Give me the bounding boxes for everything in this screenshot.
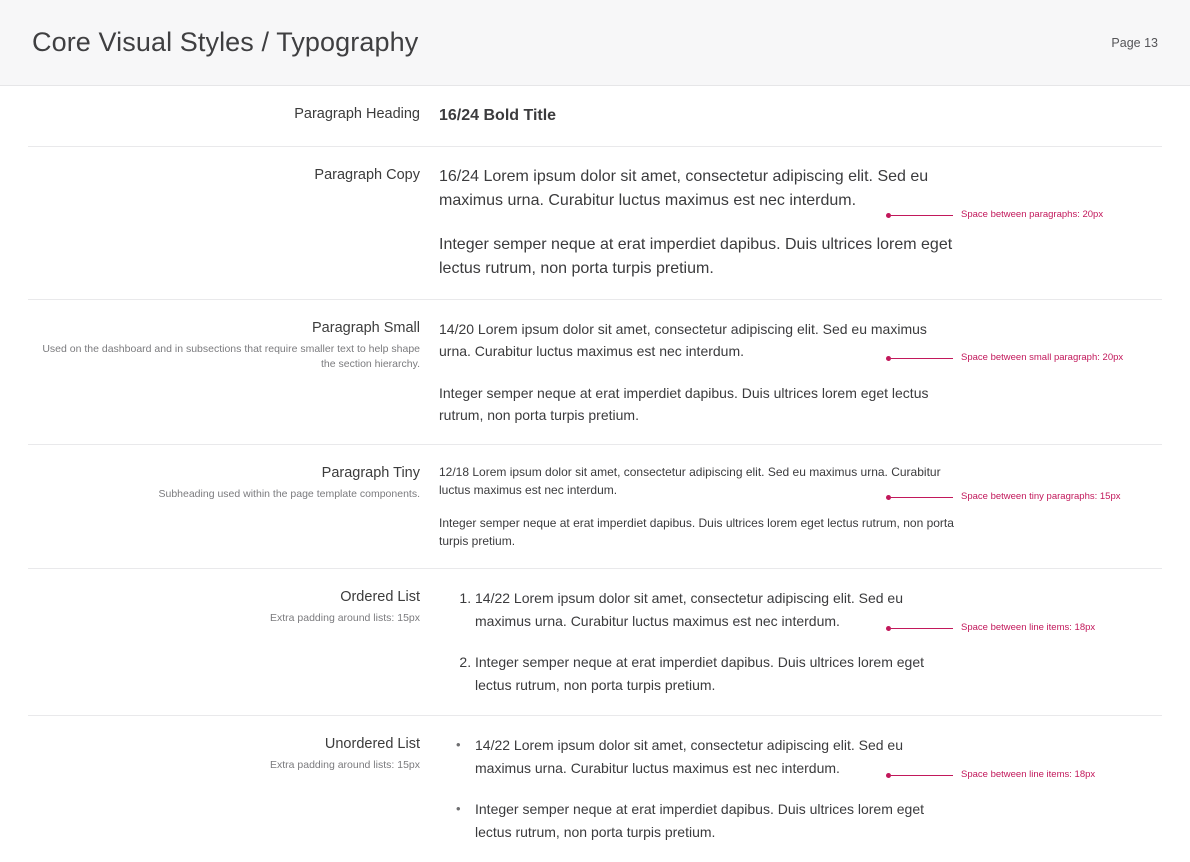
row-sample-cell (432, 716, 962, 862)
annotation-unordered-list-spacing (886, 769, 1095, 781)
list-item: 1. 14/22 Lorem ipsum dolor sit amet, consectetur adipiscing elit. Sed eu maximus urna. Curabitur luctus maximus est nec interdum. (475, 587, 962, 633)
table-row (28, 716, 1162, 862)
row-note: Used on the dashboard and in subsections that require smaller text to help shape the section hierarchy. (42, 343, 420, 370)
typography-spec-table (0, 86, 1190, 862)
page-header (0, 0, 1190, 86)
row-note: Extra padding around lists: 15px (269, 612, 420, 624)
annotation-paragraph-spacing (886, 209, 1103, 221)
row-label-cell (28, 86, 432, 146)
annotation-ordered-list-spacing (886, 622, 1095, 634)
table-row (28, 300, 1162, 445)
annotation-label: Space between tiny paragraphs: 15px (961, 491, 1121, 502)
row-label-cell (28, 716, 432, 862)
annotation-label: Space between line items: 18px (961, 769, 1096, 780)
row-label-cell (28, 445, 432, 568)
annotation-tiny-paragraph-spacing (886, 491, 1121, 503)
sample-text: 16/24 Bold Title (439, 107, 557, 124)
sample-paragraph: Integer semper neque at erat imperdiet dapibus. Duis ultrices lorem eget lectus rutrum, non porta turpis pretium. (439, 236, 953, 277)
annotation-line (891, 775, 953, 776)
row-label-cell (28, 569, 432, 715)
table-row (28, 147, 1162, 300)
row-label-cell (28, 300, 432, 444)
list-item: • Integer semper neque at erat imperdiet dapibus. Duis ultrices lorem eget lectus rutrum, non porta turpis pretium. (475, 798, 962, 844)
row-label: Paragraph Heading (294, 106, 420, 122)
table-row (28, 445, 1162, 569)
row-label: Unordered List (324, 736, 420, 752)
row-sample-cell (432, 86, 962, 146)
sample-paragraph: Integer semper neque at erat imperdiet dapibus. Duis ultrices lorem eget lectus rutrum, non porta turpis pretium. (439, 516, 954, 548)
table-row (28, 569, 1162, 716)
row-label: Paragraph Tiny (321, 465, 420, 481)
annotation-line (891, 215, 953, 216)
page-title: Core Visual Styles / Typography (32, 27, 419, 57)
annotation-label: Space between line items: 18px (961, 622, 1096, 633)
annotation-line (891, 358, 953, 359)
row-label: Ordered List (340, 589, 420, 605)
list-item: • 14/22 Lorem ipsum dolor sit amet, consectetur adipiscing elit. Sed eu maximus urna. Curabitur luctus maximus est nec interdum. (475, 734, 962, 780)
row-note: Extra padding around lists: 15px (269, 759, 420, 771)
page-number: Page 13 (1111, 35, 1158, 50)
sample-paragraph: 14/20 Lorem ipsum dolor sit amet, consectetur adipiscing elit. Sed eu maximus urna. Curabitur luctus maximus est nec interdum. (439, 321, 927, 359)
annotation-label: Space between paragraphs: 20px (961, 209, 1104, 220)
table-row (28, 86, 1162, 147)
row-sample-cell (432, 300, 962, 444)
sample-paragraph: 16/24 Lorem ipsum dolor sit amet, consectetur adipiscing elit. Sed eu maximus urna. Curabitur luctus maximus est nec interdum. (439, 168, 929, 209)
row-label: Paragraph Copy (314, 167, 420, 183)
row-sample-cell (432, 147, 962, 299)
sample-paragraph: 12/18 Lorem ipsum dolor sit amet, consectetur adipiscing elit. Sed eu maximus urna. Curabitur luctus maximus est nec interdum. (439, 465, 941, 497)
sample-paragraph: Integer semper neque at erat imperdiet dapibus. Duis ultrices lorem eget lectus rutrum, non porta turpis pretium. (439, 385, 929, 423)
unordered-list (439, 734, 962, 844)
row-sample-cell (432, 569, 962, 715)
row-sample-cell (432, 445, 962, 568)
annotation-line (891, 497, 953, 498)
ordered-list (439, 587, 962, 697)
annotation-line (891, 628, 953, 629)
row-label-cell (28, 147, 432, 299)
row-note: Subheading used within the page template components. (158, 488, 420, 500)
annotation-label: Space between small paragraph: 20px (961, 352, 1124, 363)
list-item: 2. Integer semper neque at erat imperdiet dapibus. Duis ultrices lorem eget lectus rutrum, non porta turpis pretium. (475, 651, 962, 697)
row-label: Paragraph Small (312, 320, 420, 336)
annotation-small-paragraph-spacing (886, 352, 1123, 364)
